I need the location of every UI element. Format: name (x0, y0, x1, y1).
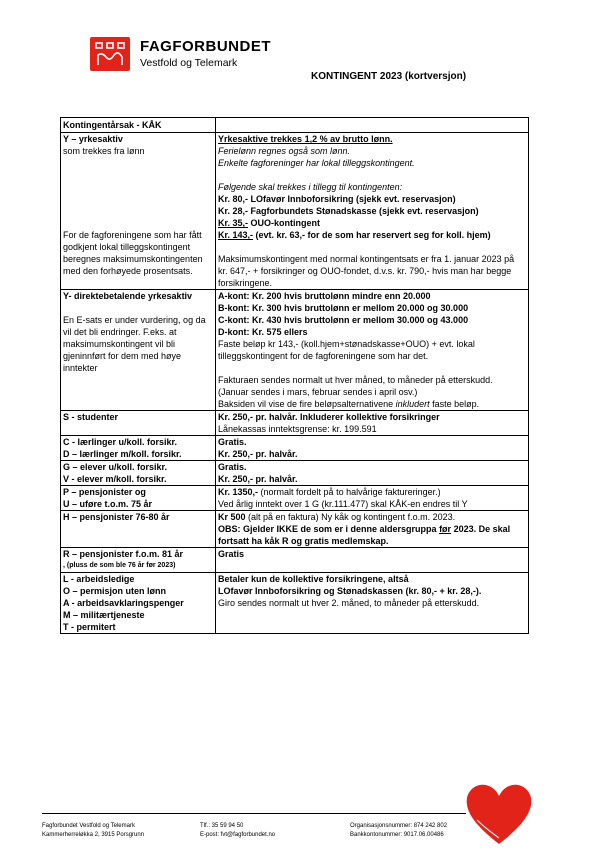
text-part: før (439, 524, 452, 534)
row-value-cell (216, 511, 529, 548)
brand-region: Vestfold og Telemark (140, 57, 238, 69)
row-label: U – uføre t.o.m. 75 år (63, 499, 153, 509)
row-value-line: Følgende skal trekkes i tillegg til kontingenten: (218, 182, 403, 192)
row-value-line: C-kont: Kr. 430 hvis bruttolønn er mellom 30.000 og 43.000 (218, 315, 469, 325)
row-label: T - permitert (63, 622, 116, 632)
row-label-cell (61, 436, 216, 461)
row-value: Gratis. (218, 437, 247, 447)
row-label-note: For de fagforeningene som har fått godkjent lokal tilleggskontingent beregnes maksimumskontingenten med den forhøyede prosentsats. (63, 230, 203, 276)
row-value-line: Faste beløp kr 143,- (koll.hjem+stønadskasse+OUO) + evt. lokal tilleggskontingent for de fagforeningene som har det. (218, 339, 475, 361)
row-label: P – pensjonister og (63, 487, 146, 497)
row-value-line: A-kont: Kr. 200 hvis bruttolønn mindre enn 20.000 (218, 291, 431, 301)
table-row-r (61, 548, 529, 573)
row-label-cell (61, 486, 216, 511)
table-header-row (61, 118, 529, 133)
table-row-gv (61, 461, 529, 486)
row-value-line (218, 205, 526, 217)
row-value-line: (Januar sendes i mars, februar sendes i april osv.) (218, 387, 418, 397)
table-row-cd (61, 436, 529, 461)
text-part: OBS: Gjelder IKKE de som er i denne aldersgruppa (218, 524, 440, 534)
amount-desc: (alt på en faktura) Ny kåk og kontingent f.o.m. 2023. (245, 512, 456, 522)
row-value-line: Lånekassas inntektsgrense: kr. 199.591 (218, 424, 377, 434)
table-header-empty-cell (216, 118, 529, 133)
row-value: Kr. 250,- pr. halvår. (218, 449, 298, 459)
footer-orgnr: Organisasjonsnummer: 874 242 802 (350, 823, 448, 829)
row-value-line (218, 193, 526, 205)
row-label: S - studenter (63, 412, 119, 422)
row-value-cell (216, 411, 529, 436)
row-value-cell (216, 133, 529, 290)
row-value-line: B-kont: Kr. 300 hvis bruttolønn er mellom 20.000 og 30.000 (218, 303, 469, 313)
table-row-s (61, 411, 529, 436)
row-value-line: Maksimumskontingent med normal kontingentsats er fra 1. januar 2023 på kr. 647,- + forsikringer og OUO-fondet, d.v.s. kr. 790,- hvis man har begge forsikringene. (218, 254, 515, 288)
amount-desc: (evt. kr. 63,- for de som har reservert seg for koll. hjem) (253, 230, 491, 240)
row-label: L - arbeidsledige (63, 574, 135, 584)
amount-desc: (normalt fordelt på to halvårige faktureringer.) (258, 487, 441, 497)
row-value-line: D-kont: Kr. 575 ellers (218, 327, 308, 337)
row-value: Betaler kun de kollektive forsikringene, altså (218, 574, 409, 584)
row-value: LOfavør Innboforsikring og Stønadskassen (kr. 80,- + kr. 28,-). (218, 586, 482, 596)
row-label-note: En E-sats er under vurdering, og da vil det bli endringer. F.eks. at maksimumskontingent vil bli gjeninnført for dem med høye inntekter (63, 315, 206, 373)
table-row-y-direct (61, 290, 529, 411)
row-value: Gratis (218, 549, 245, 559)
row-label-cell (61, 548, 216, 573)
text-part: 2023. De skal fortsatt ha kåk R og gratis medlemskap. (218, 524, 511, 546)
document-title: KONTINGENT 2023 (kortversjon) (311, 71, 467, 82)
amount: Kr. 35,- (218, 218, 249, 228)
footer-email: E-post: fvt@fagforbundet.no (200, 832, 276, 838)
membership-fee-table (60, 117, 529, 634)
row-value-line (218, 486, 526, 498)
row-label: C - lærlinger u/koll. forsikr. (63, 437, 178, 447)
row-label-cell (61, 290, 216, 411)
row-label-sub: som trekkes fra lønn (63, 146, 145, 156)
amount: Kr. 143,- (218, 230, 254, 240)
footer-address: Kammerherreløkka 2, 3915 Porsgrunn (42, 832, 145, 838)
text-part: Baksiden vil vise de fire beløpsalternativene (218, 399, 396, 409)
row-label-cell (61, 461, 216, 486)
row-value-line: Ferielønn regnes også som lønn. (218, 146, 351, 156)
row-value-cell (216, 436, 529, 461)
brand-name: FAGFORBUNDET (140, 38, 271, 55)
text-part: inkludert (395, 399, 430, 409)
row-label-cell (61, 573, 216, 634)
table-row-lo (61, 573, 529, 634)
amount: Kr. 28,- (218, 206, 249, 216)
row-label-cell (61, 411, 216, 436)
footer-org: Fagforbundet Vestfold og Telemark (42, 823, 135, 829)
row-label-cell (61, 133, 216, 290)
amount: Kr. 1350,- (218, 487, 259, 497)
row-value: Kr. 250,- pr. halvår. (218, 474, 298, 484)
row-label: Y- direktebetalende yrkesaktiv (63, 291, 193, 301)
row-value-line (218, 217, 526, 229)
row-label: H – pensjonister 76-80 år (63, 512, 170, 522)
row-value-cell (216, 548, 529, 573)
row-label: V - elever m/koll. forsikr. (63, 474, 167, 484)
amount: Kr. 80,- (218, 194, 249, 204)
footer-phone: Tlf.: 35 59 94 50 (200, 823, 244, 829)
row-label-note: , (pluss de som ble 76 år før 2023) (63, 562, 176, 569)
row-label: R – pensjonister f.o.m. 81 år (63, 549, 184, 559)
table-row-pu (61, 486, 529, 511)
row-label: M – militærtjeneste (63, 610, 145, 620)
fagforbundet-logo-icon (90, 37, 130, 71)
row-value-cell (216, 461, 529, 486)
text-part: faste beløp. (429, 399, 480, 409)
amount-desc: LOfavør Innboforsikring (sjekk evt. reservasjon) (248, 194, 456, 204)
table-row-h (61, 511, 529, 548)
footer-divider (42, 813, 466, 814)
table-row-y (61, 133, 529, 290)
row-label: A - arbeidsavklaringspenger (63, 598, 184, 608)
row-value-line (218, 229, 526, 241)
row-value-line: Enkelte fagforeninger har lokal tilleggskontingent. (218, 158, 415, 168)
row-label: Y – yrkesaktiv (63, 134, 123, 144)
amount-desc: OUO-kontingent (248, 218, 321, 228)
amount: Kr 500 (218, 512, 246, 522)
row-value-cell (216, 573, 529, 634)
row-value-line: Fakturaen sendes normalt ut hver måned, to måneder på etterskudd. (218, 375, 493, 385)
heart-icon (463, 780, 535, 848)
row-value: Kr. 250,- pr. halvår. Inkluderer kollektive forsikringer (218, 412, 440, 422)
row-value-cell (216, 290, 529, 411)
row-value-line (218, 398, 526, 410)
amount-desc: Fagforbundets Stønadskasse (sjekk evt. reservasjon) (248, 206, 479, 216)
row-value: Yrkesaktive trekkes 1,2 % av brutto lønn. (218, 134, 393, 144)
row-value: Gratis. (218, 462, 247, 472)
row-value-line (218, 523, 526, 547)
row-value-line (218, 511, 526, 523)
row-value-line: Ved årlig inntekt over 1 G (kr.111.477) skal KÅK-en endres til Y (218, 499, 468, 509)
row-label: D – lærlinger m/koll. forsikr. (63, 449, 182, 459)
row-label-cell (61, 511, 216, 548)
row-value-cell (216, 486, 529, 511)
table-header-cell: Kontingentårsak - KÅK (61, 118, 216, 133)
row-value-line: Giro sendes normalt ut hver 2. måned, to måneder på etterskudd. (218, 598, 480, 608)
footer-account: Bankkontonummer: 9017.06.00486 (350, 832, 444, 838)
row-label: O – permisjon uten lønn (63, 586, 167, 596)
row-label: G – elever u/koll. forsikr. (63, 462, 168, 472)
